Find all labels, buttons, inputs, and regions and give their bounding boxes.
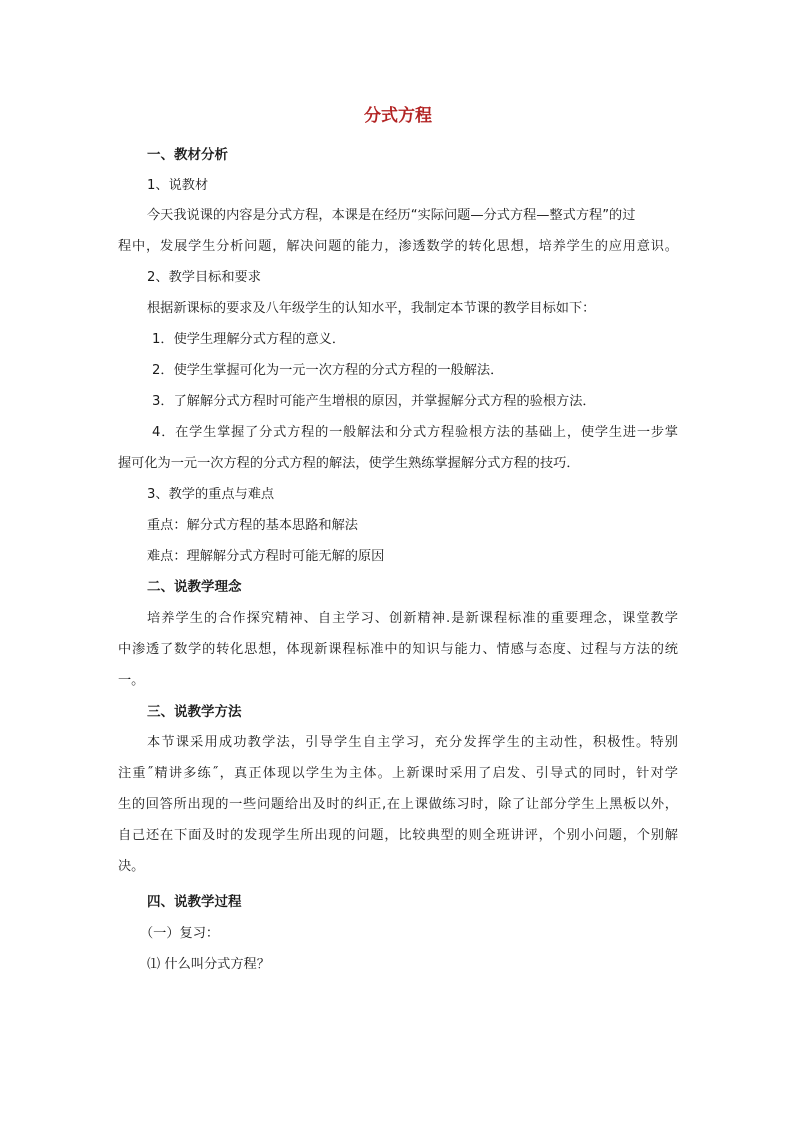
section-heading-teaching-method: 三、说教学方法	[147, 704, 242, 720]
section-heading-textbook-analysis: 一、教材分析	[147, 147, 228, 163]
goal-item-3: 3．了解解分式方程时可能产生增根的原因，并掌握解分式方程的验根方法．	[152, 394, 596, 409]
paragraph-line: 生的回答所出现的一些问题给出及时的纠正,在上课做练习时，除了让部分学生上黑板以外，	[118, 797, 678, 812]
paragraph-line: 根据新课标的要求及八年级学生的认知水平，我制定本节课的教学目标如下：	[147, 301, 596, 316]
review-question-1: ⑴ 什么叫分式方程？	[147, 957, 270, 972]
document-title: 分式方程	[364, 106, 432, 126]
paragraph-line: 培养学生的合作探究精神、自主学习、创新精神.是新课程标准的重要理念，课堂教学	[147, 611, 678, 626]
subheading-key-points: 3、教学的重点与难点	[147, 487, 275, 502]
paragraph-line: 一。	[118, 673, 145, 688]
section-heading-teaching-philosophy: 二、说教学理念	[147, 579, 242, 595]
paragraph-line: 本节课采用成功教学法，引导学生自主学习，充分发挥学生的主动性，积极性。特别	[147, 735, 678, 750]
document-page	[118, 0, 678, 1123]
subheading-teaching-goals: 2、教学目标和要求	[147, 270, 261, 285]
paragraph-line: 握可化为一元一次方程的分式方程的解法，使学生熟练掌握解分式方程的技巧．	[118, 456, 580, 471]
paragraph-line: 中渗透了数学的转化思想，体现新课程标准中的知识与能力、情感与态度、过程与方法的统	[118, 642, 678, 657]
paragraph-line: 注重˝精讲多练˝，真正体现以学生为主体。上新课时采用了启发、引导式的同时，针对学	[118, 766, 678, 781]
goal-item-1: 1．使学生理解分式方程的意义．	[152, 332, 346, 347]
key-point-line: 重点：解分式方程的基本思路和解法	[147, 518, 358, 533]
paragraph-line: 今天我说课的内容是分式方程，本课是在经历“实际问题—分式方程—整式方程”的过	[147, 208, 636, 223]
paragraph-line: 程中，发展学生分析问题，解决问题的能力，渗透数学的转化思想，培养学生的应用意识。	[118, 239, 678, 254]
subheading-about-textbook: 1、说教材	[147, 178, 209, 193]
goal-item-4: 4．在学生掌握了分式方程的一般解法和分式方程验根方法的基础上，使学生进一步掌	[152, 425, 678, 440]
difficulty-line: 难点：理解解分式方程时可能无解的原因	[147, 549, 385, 564]
subheading-review: （一）复习：	[140, 926, 220, 941]
goal-item-2: 2．使学生掌握可化为一元一次方程的分式方程的一般解法．	[152, 363, 504, 378]
section-heading-teaching-process: 四、说教学过程	[147, 894, 242, 910]
paragraph-line: 自己还在下面及时的发现学生所出现的问题，比较典型的则全班讲评，个别小问题，个别解	[118, 828, 678, 843]
paragraph-line: 决。	[118, 859, 145, 874]
